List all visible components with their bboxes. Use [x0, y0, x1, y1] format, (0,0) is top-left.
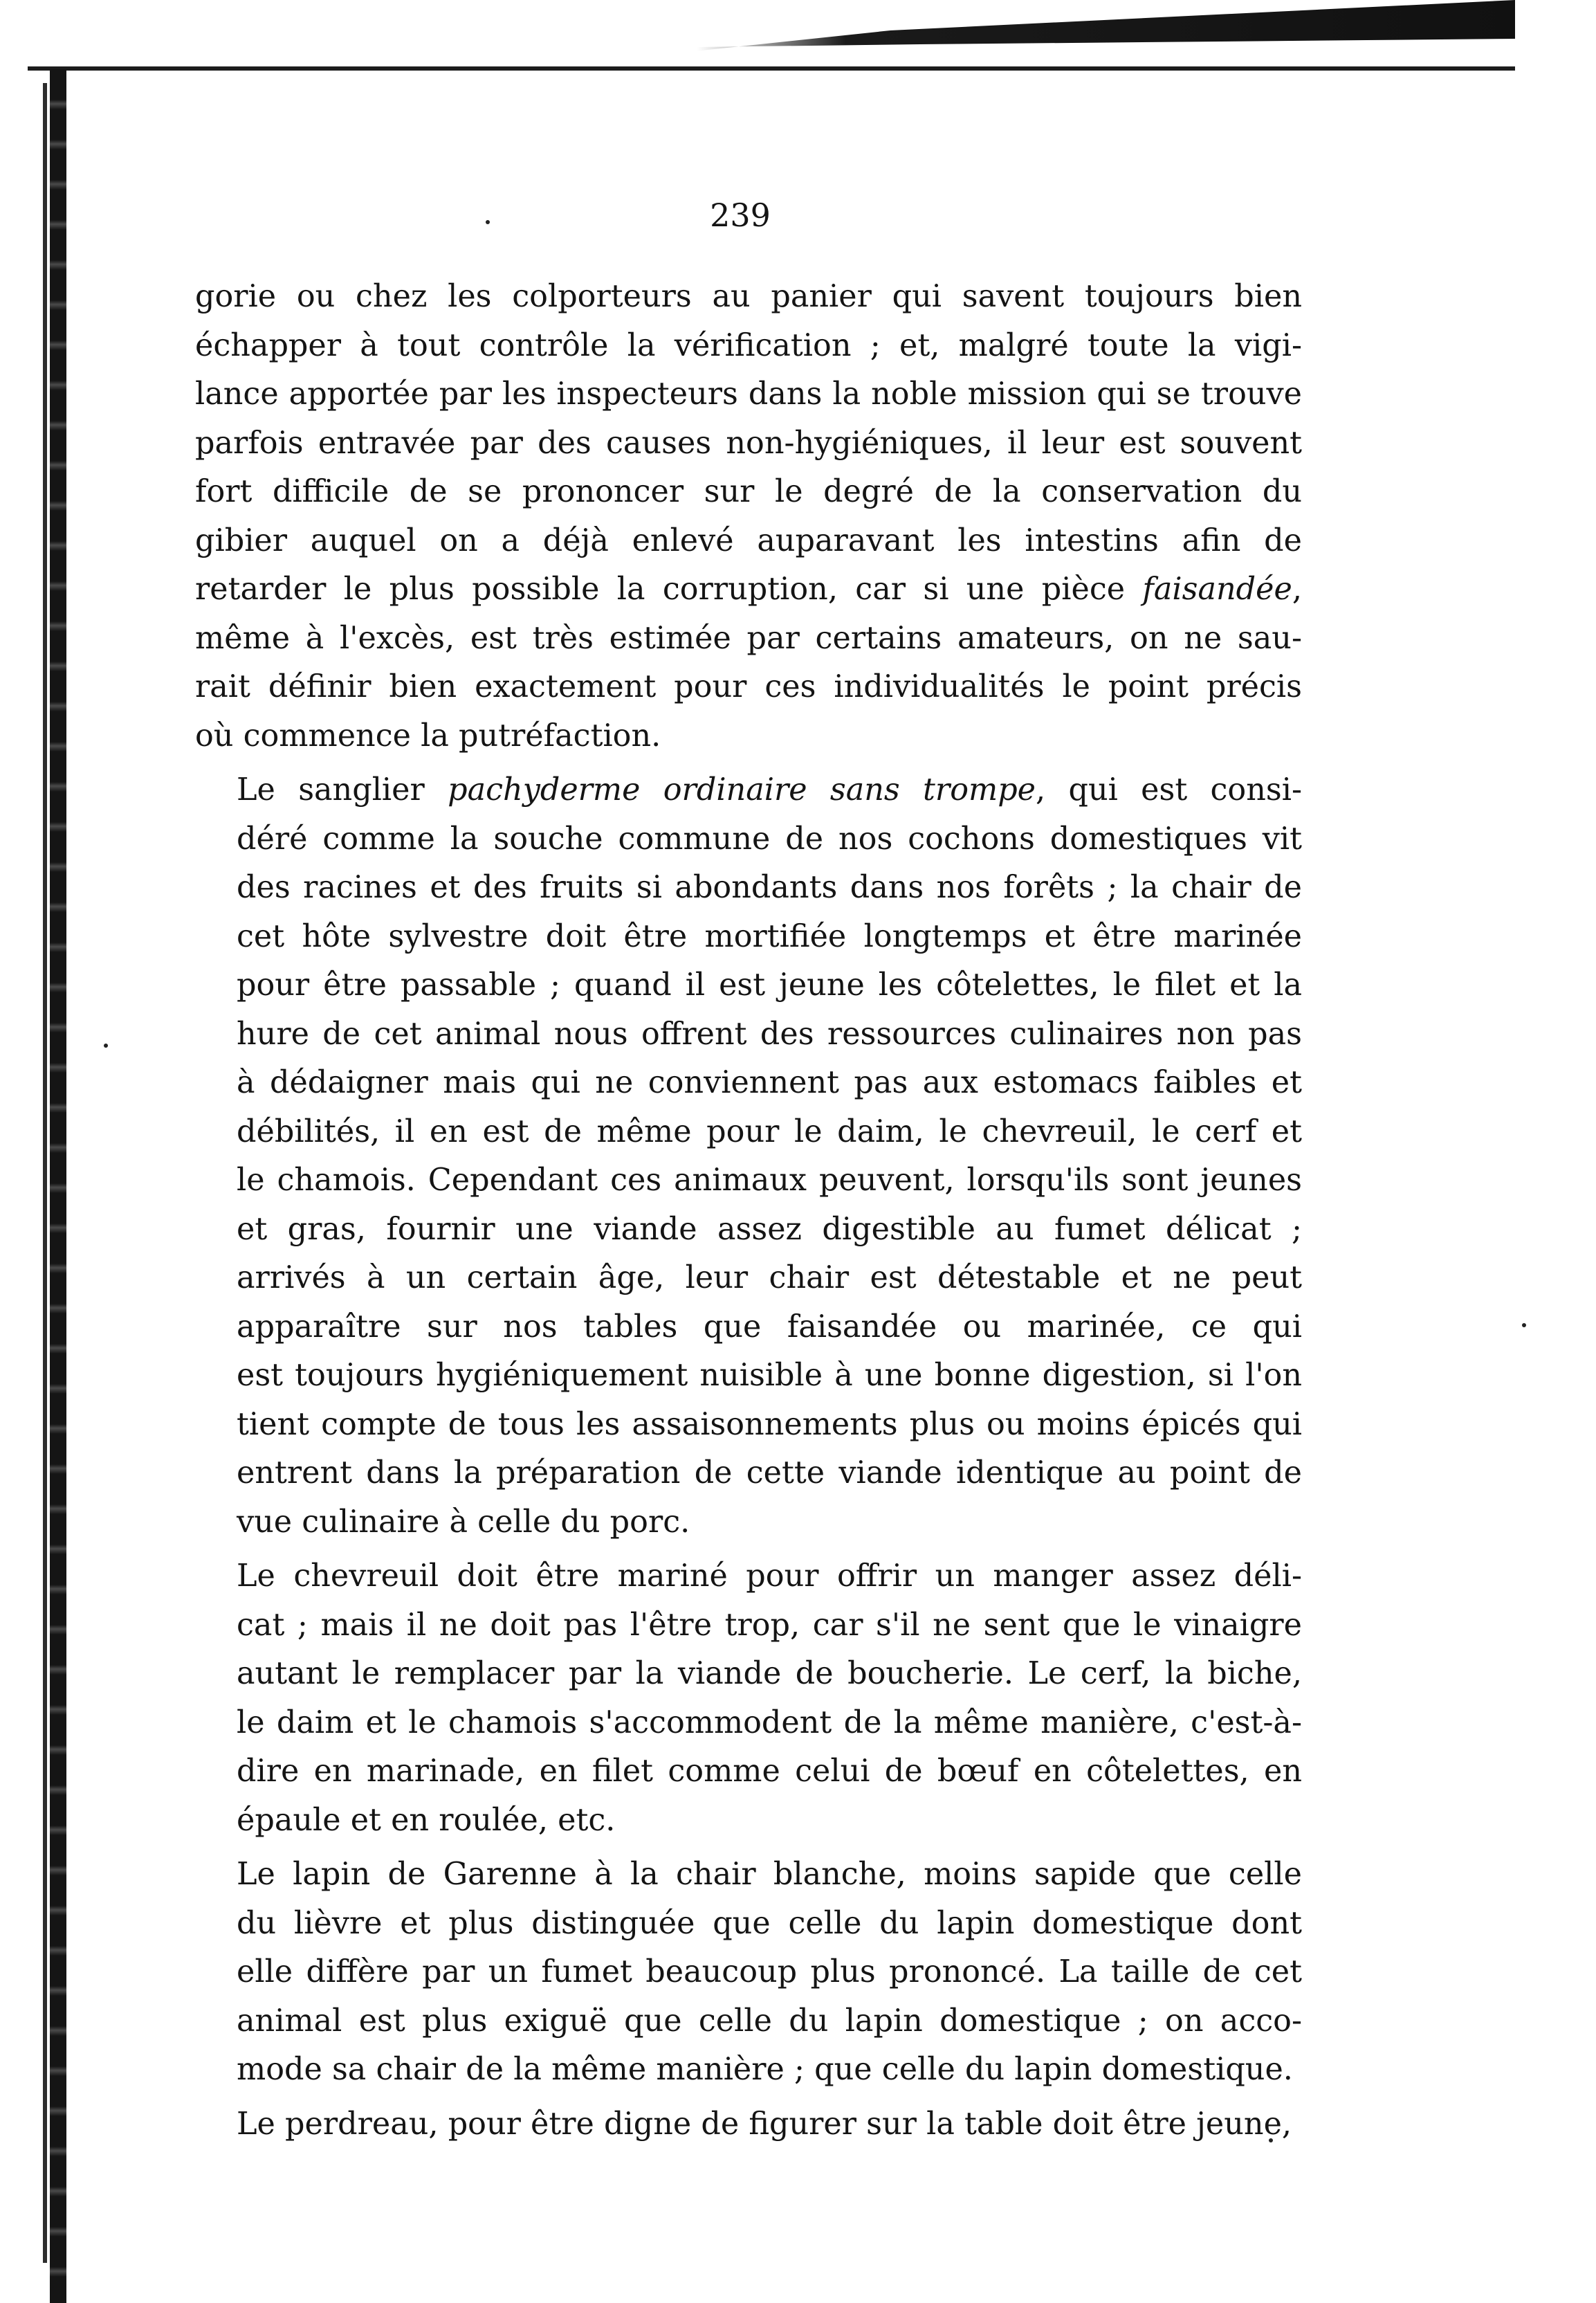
text-line: apparaître sur nos tables que faisandée ou marinée, ce qui [237, 1309, 1302, 1345]
text-line: mode sa chair de la même manière ; que celle du lapin domestique. [237, 2052, 1293, 2087]
body-text [195, 273, 1302, 2149]
text-line: fort difficile de se prononcer sur le degré de la conservation du [195, 474, 1302, 509]
text-line: le daim et le chamois s'accommodent de la même manière, c'est-à- [237, 1704, 1302, 1740]
paragraph [195, 2100, 1302, 2149]
text-line: le chamois. Cependant ces animaux peuvent, lorsqu'ils sont jeunes [237, 1163, 1302, 1198]
text-line: hure de cet animal nous offrent des ressources culinaires non pas [237, 1016, 1302, 1052]
paragraph [195, 1850, 1302, 2095]
text-line: même à l'excès, est très estimée par certains amateurs, on ne sau- [195, 620, 1302, 656]
text-line: retarder le plus possible la corruption, car si une pièce faisandée, [195, 572, 1302, 607]
text-line: lance apportée par les inspecteurs dans la noble mission qui se trouve [195, 376, 1302, 412]
scan-left-border [50, 69, 66, 2303]
paragraph [195, 766, 1302, 1547]
text-line: arrivés à un certain âge, leur chair est détestable et ne peut [237, 1260, 1302, 1295]
text-line: cat ; mais il ne doit pas l'être trop, car s'il ne sent que le vinaigre [237, 1607, 1302, 1643]
text-line: elle diffère par un fumet beaucoup plus prononcé. La taille de cet [237, 1954, 1302, 1990]
text-line: pour être passable ; quand il est jeune les côtelettes, le filet et la [237, 967, 1302, 1003]
text-line: est toujours hygiéniquement nuisible à une bonne digestion, si l'on [237, 1358, 1302, 1393]
text-line: déré comme la souche commune de nos cochons domestiques vit [237, 821, 1302, 857]
text-line: du lièvre et plus distinguée que celle du lapin domestique dont [237, 1905, 1302, 1941]
italic-text: pachyderme ordinaire sans trompe [448, 772, 1036, 808]
text-line: tient compte de tous les assaisonnements plus ou moins épicés qui [237, 1406, 1302, 1442]
text-line: débilités, il en est de même pour le daim, le chevreuil, le cerf et [237, 1113, 1302, 1149]
text-line: cet hôte sylvestre doit être mortifiée longtemps et être marinée [237, 918, 1302, 954]
page-number: 239 [710, 197, 771, 234]
text-line: rait définir bien exactement pour ces individualités le point précis [195, 669, 1302, 704]
scan-top-rule [28, 66, 1515, 71]
text-line: à dédaigner mais qui ne conviennent pas aux estomacs faibles et [237, 1065, 1302, 1100]
text-line: animal est plus exiguë que celle du lapin domestique ; on acco- [237, 2003, 1302, 2039]
paragraph [195, 1552, 1302, 1845]
speck [104, 1044, 108, 1048]
text-line: et gras, fournir une viande assez digestible au fumet délicat ; [237, 1211, 1302, 1247]
text-line: où commence la putréfaction. [195, 718, 661, 754]
paragraph [195, 273, 1302, 761]
text-line: Le sanglier pachyderme ordinaire sans trompe, qui est consi- [237, 772, 1302, 808]
text-line: des racines et des fruits si abondants dans nos forêts ; la chair de [237, 870, 1302, 905]
text-line: parfois entravée par des causes non-hygiéniques, il leur est souvent [195, 425, 1302, 461]
text-line: Le lapin de Garenne à la chair blanche, moins sapide que celle [237, 1857, 1302, 1892]
scan-left-edge [43, 83, 47, 2263]
text-line: gorie ou chez les colporteurs au panier qui savent toujours bien [195, 279, 1302, 314]
text-line: entrent dans la préparation de cette viande identique au point de [237, 1455, 1302, 1491]
speck [1522, 1323, 1526, 1327]
scan-top-border [28, 0, 1515, 55]
text-line: échapper à tout contrôle la vérification ; et, malgré toute la vigi- [195, 327, 1302, 363]
text-line: épaule et en roulée, etc. [237, 1802, 616, 1838]
text-line: Le chevreuil doit être mariné pour offrir un manger assez déli- [237, 1558, 1302, 1594]
text-line: autant le remplacer par la viande de boucherie. Le cerf, la biche, [237, 1656, 1302, 1691]
text-line: vue culinaire à celle du porc. [237, 1504, 690, 1540]
text-line: Le perdreau, pour être digne de figurer sur la table doit être jeune, [237, 2106, 1292, 2142]
italic-text: faisandée [1142, 572, 1292, 607]
text-line: dire en marinade, en filet comme celui de bœuf en côtelettes, en [237, 1754, 1302, 1789]
speck [486, 220, 490, 224]
text-line: gibier auquel on a déjà enlevé auparavant les intestins afin de [195, 522, 1302, 558]
